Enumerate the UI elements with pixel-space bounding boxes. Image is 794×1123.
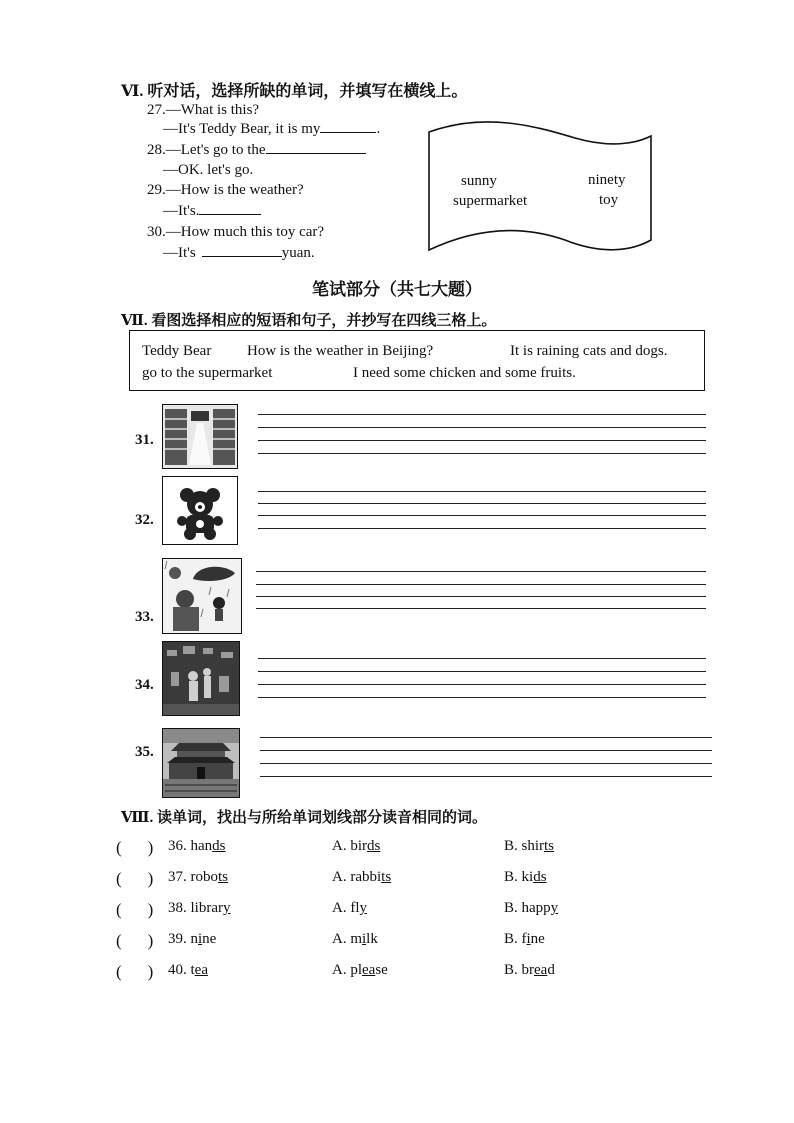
answer-parentheses[interactable]: ( ) xyxy=(116,931,154,950)
q31-writing-line-1[interactable] xyxy=(258,414,706,415)
q29-blank[interactable] xyxy=(199,213,261,215)
question-word: 38. library xyxy=(168,900,231,916)
q30-line1: 30.—How much this toy car? xyxy=(147,224,325,240)
question-word: 36. hands xyxy=(168,838,226,854)
option-b[interactable]: B. bread xyxy=(504,962,555,978)
q34-market-picture xyxy=(162,641,240,716)
q34-writing-line-4[interactable] xyxy=(258,697,706,698)
flag-word-sunny: sunny xyxy=(461,173,497,189)
flag-word-toy: toy xyxy=(599,192,619,208)
option-a[interactable]: A. milk xyxy=(332,931,378,947)
q31-supermarket-picture xyxy=(162,404,238,469)
q30-text: —It's xyxy=(163,245,196,261)
q35-writing-line-2[interactable] xyxy=(260,750,712,751)
q28-line2: —OK. let's go. xyxy=(163,162,254,178)
answer-parentheses[interactable]: ( ) xyxy=(116,869,154,888)
section-8-title: Ⅷ. 读单词，找出与所给单词划线部分读音相同的词。 xyxy=(121,810,488,826)
q33-writing-line-1[interactable] xyxy=(256,571,706,572)
written-part-title: 笔试部分（共七大题） xyxy=(312,280,482,299)
q32-number: 32. xyxy=(135,512,154,528)
option-a[interactable]: A. birds xyxy=(332,838,381,854)
q34-writing-line-1[interactable] xyxy=(258,658,706,659)
section-6-title: Ⅵ. 听对话，选择所缺的单词，并填写在横线上。 xyxy=(121,83,468,100)
flag-word-ninety: ninety xyxy=(588,172,626,188)
q32-writing-line-3[interactable] xyxy=(258,515,706,516)
q27-line1: 27.—What is this? xyxy=(147,102,260,118)
q31-writing-line-2[interactable] xyxy=(258,427,706,428)
q28-line1 xyxy=(147,142,366,159)
option-raining: It is raining cats and dogs. xyxy=(510,343,668,359)
q30-unit: yuan. xyxy=(281,245,315,261)
flag-word-supermarket: supermarket xyxy=(453,193,528,209)
q33-raining-picture xyxy=(162,558,242,634)
q27-blank[interactable] xyxy=(320,131,376,133)
option-a[interactable]: A. please xyxy=(332,962,388,978)
option-b[interactable]: B. happy xyxy=(504,900,559,916)
answer-parentheses[interactable]: ( ) xyxy=(116,962,154,981)
option-b[interactable]: B. fine xyxy=(504,931,545,947)
q27-answer-text: —It's Teddy Bear, it is my xyxy=(163,121,321,137)
q32-writing-line-4[interactable] xyxy=(258,528,706,529)
question-word: 37. robots xyxy=(168,869,229,885)
q30-blank[interactable] xyxy=(202,255,282,257)
q29-text: —It's. xyxy=(163,203,200,219)
question-word: 40. tea xyxy=(168,962,208,978)
q35-tiananmen-picture xyxy=(162,728,240,798)
q34-number: 34. xyxy=(135,677,154,693)
question-word: 39. nine xyxy=(168,931,217,947)
q33-writing-line-3[interactable] xyxy=(256,596,706,597)
q32-teddy-bear-picture xyxy=(162,476,238,545)
q32-writing-line-2[interactable] xyxy=(258,503,706,504)
q33-writing-line-2[interactable] xyxy=(256,584,706,585)
q34-writing-line-3[interactable] xyxy=(258,684,706,685)
option-b[interactable]: B. shirts xyxy=(504,838,555,854)
q35-number: 35. xyxy=(135,744,154,760)
q31-number: 31. xyxy=(135,432,154,448)
q35-writing-line-3[interactable] xyxy=(260,763,712,764)
q28-blank[interactable] xyxy=(266,152,366,154)
option-weather-beijing: How is the weather in Beijing? xyxy=(247,343,434,359)
option-chicken-fruits: I need some chicken and some fruits. xyxy=(353,365,576,381)
q33-writing-line-4[interactable] xyxy=(256,608,706,609)
answer-parentheses[interactable]: ( ) xyxy=(116,900,154,919)
phrase-option-box xyxy=(129,330,705,391)
q30-line2 xyxy=(163,245,315,262)
q32-writing-line-1[interactable] xyxy=(258,491,706,492)
q27-line2: —It's Teddy Bear, it is my . xyxy=(163,121,381,137)
q35-writing-line-1[interactable] xyxy=(260,737,712,738)
q29-line2 xyxy=(163,203,261,220)
q33-number: 33. xyxy=(135,609,154,625)
option-a[interactable]: A. rabbits xyxy=(332,869,392,885)
option-teddy-bear: Teddy Bear xyxy=(142,343,212,359)
option-supermarket: go to the supermarket xyxy=(142,365,273,381)
q29-line1: 29.—How is the weather? xyxy=(147,182,304,198)
q31-writing-line-3[interactable] xyxy=(258,440,706,441)
option-a[interactable]: A. fly xyxy=(332,900,367,916)
q34-writing-line-2[interactable] xyxy=(258,671,706,672)
q35-writing-line-4[interactable] xyxy=(260,776,712,777)
option-b[interactable]: B. kids xyxy=(504,869,547,885)
q28-text: 28.—Let's go to the xyxy=(147,142,266,158)
q31-writing-line-4[interactable] xyxy=(258,453,706,454)
section-7-title: Ⅶ. 看图选择相应的短语和句子，并抄写在四线三格上。 xyxy=(121,313,497,329)
answer-parentheses[interactable]: ( ) xyxy=(116,838,154,857)
